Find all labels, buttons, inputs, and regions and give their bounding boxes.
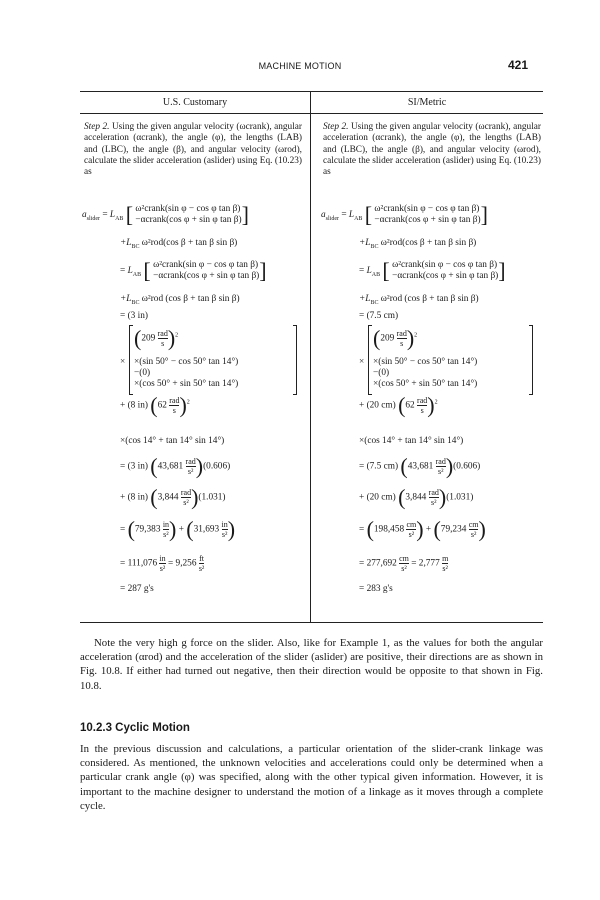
example-table <box>80 91 543 623</box>
sum-line: = (79,383 $\frac{in}{\text{s²}}$ ) + (31,693 $\frac{in}{\text{s²}}$ ) <box>120 516 236 542</box>
eq-general-line4: $+L_{BC}$ ω²rod (cos β + tan β sin β) <box>120 294 240 306</box>
step-r2: + (20 cm) (3,844 $\frac{\text{rad}}{\text{s²}}$ )(1.031) <box>359 484 474 510</box>
rod-term: + (8 in) (62 $\frac{\text{rad}}{s}$ )$^2$ <box>120 392 190 418</box>
eq-general: $a_{slider} = L_{AB}$ [ ω²crank(sin φ − cos φ tan β) −αcrank(cos φ + sin φ tan β) ] <box>321 202 488 227</box>
step-r1: = (3 in) (43,681 $\frac{\text{rad}}{\text{s²}}$ )(0.606) <box>120 453 231 479</box>
running-header <box>0 58 600 74</box>
eq-general-line3: $+L_{BC}$ ω²rod(cos β + tan β sin β) <box>120 238 238 250</box>
cos50-line: ×(cos 50° + sin 50° tan 14°) <box>373 379 478 389</box>
eq-substitution: = (7.5 cm) <box>359 311 399 321</box>
column-divider <box>310 92 311 622</box>
result-line: = 111,076 $\frac{in}{\text{s²}}$ = 9,256 $\frac{ft}{\text{s²}}$ <box>120 554 205 573</box>
section-heading: 10.2.3 Cyclic Motion <box>80 722 190 734</box>
final-result: = 283 g's <box>359 584 393 594</box>
final-result: = 287 g's <box>120 584 154 594</box>
step-label: Step 2. <box>84 122 110 132</box>
page-number: 421 <box>507 58 528 72</box>
zero-line: −(0) <box>373 368 390 378</box>
sin-line: ×(sin 50° − cos 50° tan 14°) <box>373 357 478 367</box>
times-sign: × <box>359 357 365 367</box>
eq-general-line3: $+L_{BC}$ ω²rod(cos β + tan β sin β) <box>359 238 477 250</box>
result-line: = 277,692 $\frac{cm}{\text{s²}}$ = 2,777 $\frac{m}{\text{s²}}$ <box>359 554 449 573</box>
eq-general-line4: $+L_{BC}$ ω²rod (cos β + tan β sin β) <box>359 294 479 306</box>
note-paragraph: Note the very high g force on the slider. Also, like for Example 1, as the values for both the angular acceleration (αrod) and the acceleration of the slider (aslider) are positive, their directions are as shown in Fig. 10.8. If either had turned out negative, then their direction would be opposite to that shown in Fig. 10.8. <box>80 637 543 692</box>
rod-term: + (20 cm) (62 $\frac{\text{rad}}{s}$ )$^2$ <box>359 392 438 418</box>
right-equations <box>319 92 543 622</box>
eq-substitution: = (3 in) <box>120 311 148 321</box>
cos50-line: ×(cos 50° + sin 50° tan 14°) <box>134 379 239 389</box>
section-paragraph: In the previous discussion and calculations, a particular orientation of the slider-crank linkage was considered. As mentioned, the unknown velocities and accelerations could only be determined when a particular crank angle (φ) was specified, along with the other typical given information. However, it is important to the machine designer to understand the motion of a linkage as it moves through a complete cycle. <box>80 743 543 812</box>
bracket-block <box>120 325 305 393</box>
bracket-block <box>359 325 539 393</box>
column-header-us: U.S. Customary <box>162 97 228 108</box>
running-title: MACHINE MOTION <box>258 61 342 71</box>
step-text: Using the given angular velocity (ωcrank), angular acceleration (αcrank), the angle (φ), the lengths (LAB) and (LBC), the angle (β), and angular velocity (ωrod), calculate the slider acceleration (aslider) using Eq. (10.23) as <box>84 122 303 178</box>
cos14-line: ×(cos 14° + tan 14° sin 14°) <box>120 436 225 446</box>
omega-term: (209 $\frac{\text{rad}}{s}$ )$^2$ <box>134 325 179 351</box>
times-sign: × <box>120 357 126 367</box>
cos14-line: ×(cos 14° + tan 14° sin 14°) <box>359 436 464 446</box>
left-equations <box>80 92 310 622</box>
step-r2: + (8 in) (3,844 $\frac{\text{rad}}{\text{s²}}$ )(1.031) <box>120 484 226 510</box>
sin-line: ×(sin 50° − cos 50° tan 14°) <box>134 357 239 367</box>
eq-general: $a_{slider} = L_{AB}$ [ ω²crank(sin φ − cos φ tan β) −αcrank(cos φ + sin φ tan β) ] <box>82 202 249 227</box>
omega-term: (209 $\frac{\text{rad}}{s}$ )$^2$ <box>373 325 418 351</box>
step-r1: = (7.5 cm) (43,681 $\frac{\text{rad}}{\text{s²}}$ )(0.606) <box>359 453 481 479</box>
eq-general-repeat: = $L_{AB}$ [ ω²crank(sin φ − cos φ tan β) −αcrank(cos φ + sin φ tan β) ] <box>359 258 506 283</box>
step-text: Using the given angular velocity (ωcrank), angular acceleration (αcrank), the angle (φ), the lengths (LAB) and (LBC), the angle (β), and angular velocity (ωrod), calculate the slider acceleration (aslider) using Eq. (10.23) as <box>323 122 542 178</box>
step-label: Step 2. <box>323 122 349 132</box>
zero-line: −(0) <box>134 368 151 378</box>
column-header-si: SI/Metric <box>407 97 447 108</box>
eq-general-repeat: = $L_{AB}$ [ ω²crank(sin φ − cos φ tan β) −αcrank(cos φ + sin φ tan β) ] <box>120 258 267 283</box>
sum-line: = (198,458 $\frac{cm}{\text{s²}}$ ) + (79,234 $\frac{cm}{\text{s²}}$ ) <box>359 516 486 542</box>
